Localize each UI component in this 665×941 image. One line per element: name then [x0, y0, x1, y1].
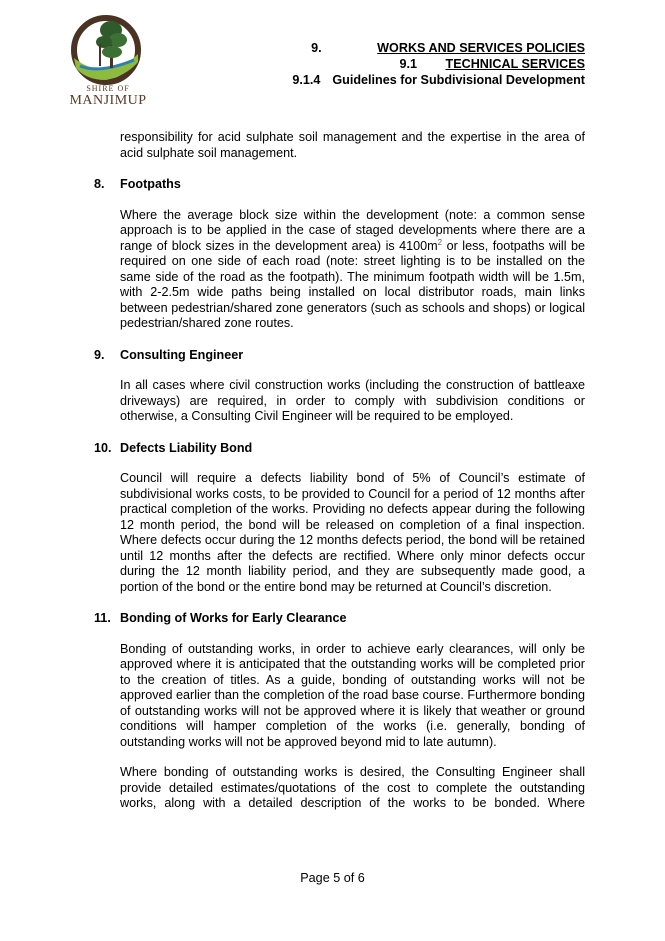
- section-heading-consulting-engineer: [94, 348, 585, 364]
- header-section-title: WORKS AND SERVICES POLICIES: [377, 41, 585, 55]
- section-title: Defects Liability Bond: [120, 440, 253, 455]
- section-number: 8.: [94, 177, 105, 191]
- section-title: Footpaths: [120, 177, 181, 191]
- bonding-paragraph-1: Bonding of outstanding works, in order to achieve early clearances, will only be approved where it is anticipated that the outstanding works will be completed prior to the creation of titles. As a guide, bonding of outstanding works will not be approved earlier than the completion of the road base course. Furthermore bonding of outstanding works will not be approved where it is likely that weather or ground conditions will hamper completion of the works (i.e. generally, bonding of outstanding works will not be approved beyond mid to late autumn).: [120, 641, 585, 749]
- shire-logo: [66, 10, 150, 110]
- header-section-number: 9.: [311, 41, 322, 55]
- defects-bond-paragraph: Council will require a defects liability bond of 5% of Council’s estimate of subdivisional works costs, to be provided to Council for a period of 12 months after practical completion of the works. Providing no defects appear during the following 12 month period, the bond will be released on completion of a final inspection. Where defects occur during the 12 months defects period, the bond will be retained until 12 months after the defects are rectified. Where only minor defects occur during the 12 month liability period, and they are subsequently made good, a portion of the bond or the entire bond may be returned at Council’s discretion.: [120, 471, 585, 594]
- intro-paragraph: responsibility for acid sulphate soil management and the expertise in the area of acid sulphate soil management.: [120, 130, 585, 160]
- footpaths-text-start: Where the average block size within the development (note: a common sense approach is to be applied in the case of staged developments where there are a range of block sizes in the development area) is 4100m: [120, 207, 585, 253]
- section-number: 11.: [94, 611, 111, 625]
- logo-line2: MANJIMUP: [69, 93, 147, 108]
- superscript-squared: 2: [437, 237, 443, 247]
- header-line-3: [292, 72, 585, 88]
- header-subsection-number: 9.1: [399, 57, 418, 71]
- consulting-engineer-paragraph: In all cases where civil construction works (including the construction of battleaxe driveways) are required, in order to comply with subdivision conditions or otherwise, a Consulting Civil Engineer will be required to be employed.: [120, 378, 585, 423]
- section-heading-defects-liability-bond: [94, 441, 585, 457]
- header-policy-number: 9.1.4: [292, 73, 321, 87]
- section-number: 9.: [94, 347, 105, 362]
- bonding-paragraph-2: Where bonding of outstanding works is desired, the Consulting Engineer shall provide detailed estimates/quotations of the cost to complete the outstanding works, along with a detailed description of the works to be bonded. Where: [120, 765, 585, 810]
- logo-line1: SHIRE OF: [86, 84, 130, 93]
- section-heading-footpaths: [94, 177, 585, 193]
- footpaths-paragraph: [120, 208, 585, 332]
- header-policy-title: Guidelines for Subdivisional Development: [332, 73, 585, 87]
- document-header: [292, 40, 585, 88]
- footpaths-text-end: or less, footpaths will be required on one side of each road (note: street lighting is to be installed on the same side of the road as the footpath). The minimum footpath width will be 1.5m, with 2-2.5m wide paths being installed on local distributor roads, main links between pedestrian/shared zone generators (such as schools and shops) or logical pedestrian/shared zone routes.: [120, 238, 585, 330]
- section-number: 10.: [94, 440, 112, 455]
- section-title: Bonding of Works for Early Clearance: [120, 611, 347, 625]
- page-number: Page 5 of 6: [300, 871, 365, 885]
- header-line-1: [292, 40, 585, 56]
- header-subsection-title: TECHNICAL SERVICES: [445, 57, 585, 71]
- header-line-2: [292, 56, 585, 72]
- section-heading-bonding-of-works: [94, 611, 585, 627]
- section-title: Consulting Engineer: [120, 347, 244, 362]
- page-body: [94, 130, 585, 812]
